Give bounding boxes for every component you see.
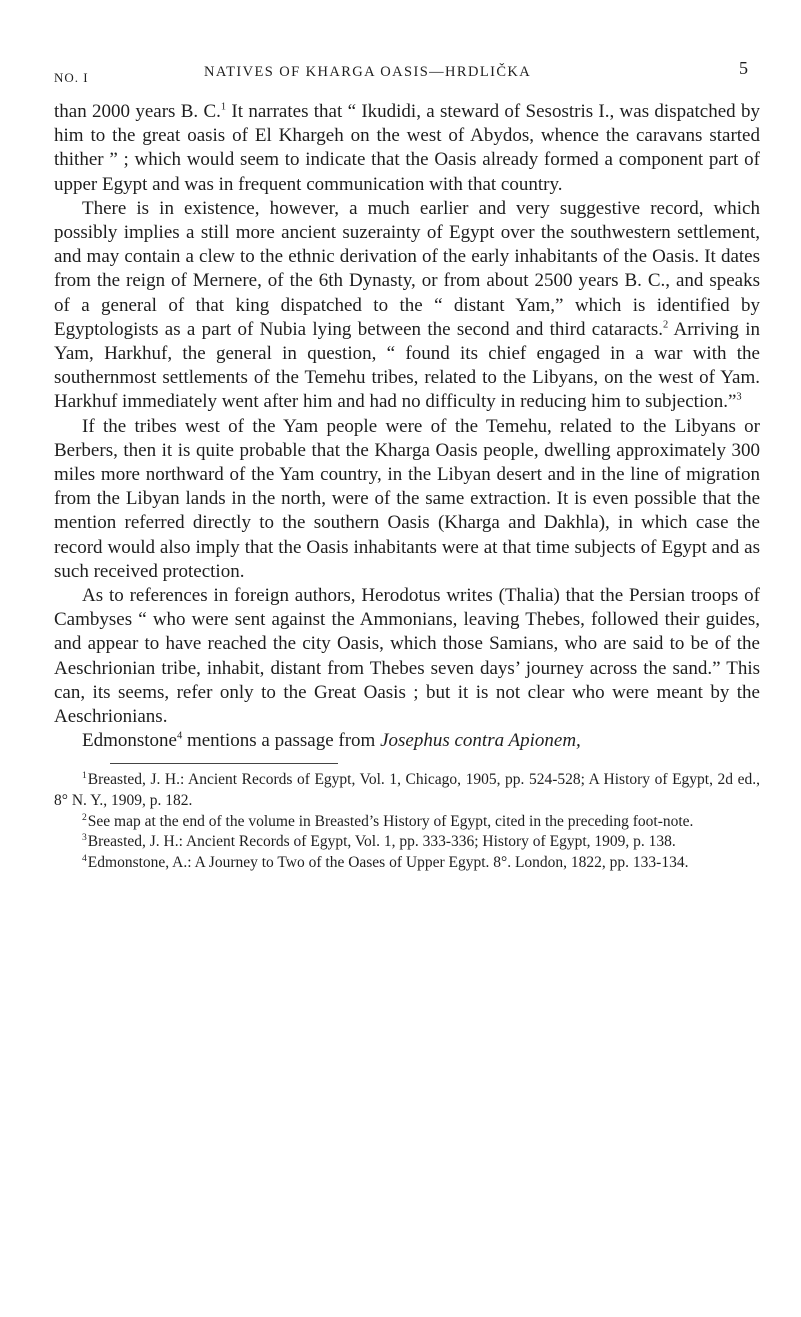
running-title: NATIVES OF KHARGA OASIS—HRDLIČKA [204, 64, 532, 80]
body-text [54, 100, 760, 753]
footnote-text: Breasted, J. H.: Ancient Records of Egypt, Vol. 1, Chicago, 1905, pp. 524-528; A History of Egypt, 2d ed., 8° N. Y., 1909, p. 182. [54, 771, 760, 810]
paragraph [54, 197, 760, 415]
paragraph [54, 584, 760, 729]
paragraph-text: Edmonstone [82, 730, 177, 752]
paragraph-text: As to references in foreign authors, Herodotus writes (Thalia) that the Persian troops of Cambyses “ who were sent against the Ammonians, leaving Thebes, followed their guides, and appear to have reached the city Oasis, which those Samians, who are said to be of the Aeschrionian tribe, inhabit, distant from Thebes seven days’ journey across the sand.” This can, its seems, refer only to the Great Oasis ; but it is not clear who were meant by the Aeschrionians. [54, 585, 760, 728]
footnote-reference: 3 [736, 392, 742, 404]
footnote-mark: 2 [82, 811, 87, 823]
series-number: NO. I [54, 70, 89, 85]
paragraph-text: There is in existence, however, a much earlier and very suggestive record, which possibly implies a still more ancient suzerainty of Egypt over the southwestern settlement, and may contain a clew to the ethnic derivation of the early inhabitants of the Oasis. It dates from the reign of Mernere, of the 6th Dynasty, or from about 2500 years B. C., and speaks of a general of that king dispatched to the “ distant Yam,” which is identified by Egyptologists as a part of Nubia lying between the second and third cataracts. [54, 197, 760, 340]
page-number: 5 [739, 58, 748, 78]
paragraph-text: than 2000 years B. C. [54, 101, 221, 122]
footnote-text: See map at the end of the volume in Breasted’s History of Egypt, cited in the preceding foot-note. [87, 812, 694, 830]
footnote-reference: 1 [220, 101, 227, 113]
page-header [54, 60, 760, 88]
footnote [54, 832, 760, 853]
paragraph [54, 415, 760, 584]
page [54, 60, 760, 873]
footnote-mark: 3 [82, 832, 87, 844]
footnote-reference: 2 [663, 319, 669, 331]
paragraph-text: It narrates that “ Ikudidi, a steward of Sesostris I., was dispatched by him to the great oasis of El Khargeh on the west of Abydos, whence the caravans started thither ” ; which would seem to indicate that the Oasis already formed a component part of upper Egypt and was in frequent communication with that country. [54, 101, 760, 195]
footnote [54, 812, 760, 833]
paragraph-text: If the tribes west of the Yam people were of the Temehu, related to the Libyans or Berbers, then it is quite probable that the Kharga Oasis people, dwelling approximately 300 miles more northward of the Yam country, in the Libyan desert and in the line of migration from the Libyan lands in the north, were of the same extraction. It is even possible that the mention referred directly to the southern Oasis (Kharga and Dakhla), in which case the record would also imply that the Oasis inhabitants were at that time subjects of Egypt and as such received protection. [54, 415, 760, 582]
italic-text: Josephus contra Apionem, [380, 730, 581, 752]
paragraph-text: mentions a passage from [182, 730, 381, 752]
paragraph [54, 729, 760, 753]
footnote-mark: 1 [82, 770, 87, 782]
footnote-mark: 4 [82, 852, 87, 864]
paragraph [54, 100, 760, 197]
footnotes [54, 770, 760, 873]
footnote [54, 770, 760, 811]
footnote-divider [110, 763, 338, 764]
footnote [54, 853, 760, 874]
footnote-reference: 4 [177, 730, 183, 742]
paragraph-text: Arriving in Yam, Harkhuf, the general in question, “ found its chief engaged in a war with the southernmost settlements of the Temehu tribes, related to the Libyans, on the west of Yam. Harkhuf immediately went after him and had no difficulty in reducing him to subjection.” [54, 318, 760, 413]
footnote-text: Edmonstone, A.: A Journey to Two of the Oases of Upper Egypt. 8°. London, 1822, pp. 133-134. [87, 853, 689, 871]
footnote-text: Breasted, J. H.: Ancient Records of Egypt, Vol. 1, pp. 333-336; History of Egypt, 1909, p. 138. [87, 833, 676, 851]
